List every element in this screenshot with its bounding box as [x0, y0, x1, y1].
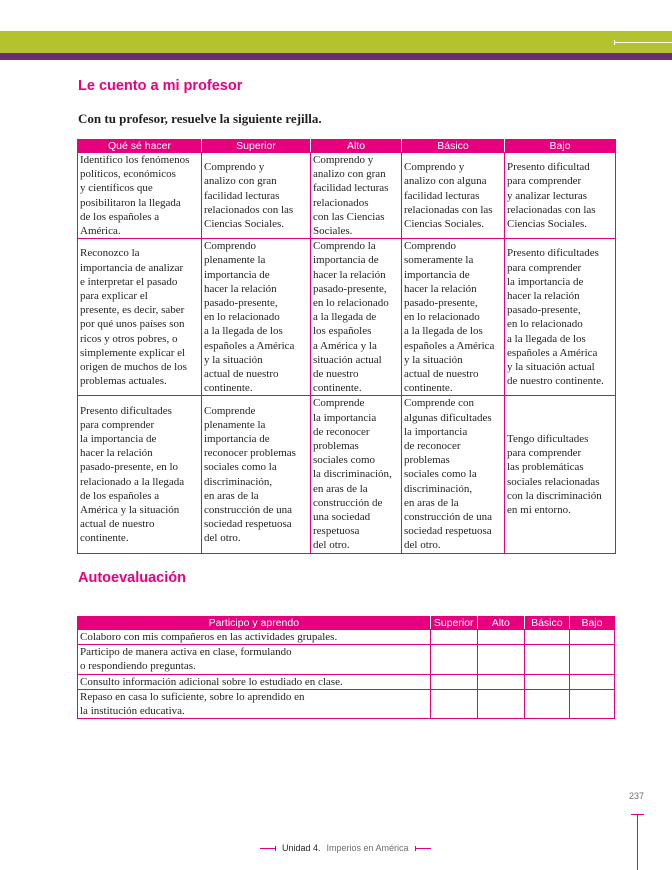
rubric-cell: Tengo dificultades para comprender las problemáticas sociales relacionadas con la discriminación en mi entorno.: [505, 396, 616, 553]
self-evaluation-item: Consulto información adicional sobre lo estudiado en clase.: [78, 674, 431, 689]
header-purple-band: [0, 53, 672, 60]
self-evaluation-header-row: [78, 617, 615, 630]
section-title-autoevaluacion: Autoevaluación: [78, 570, 186, 586]
rubric-cell: Comprendo y analizo con gran facilidad lecturas relacionados con las Ciencias Sociales.: [311, 153, 402, 239]
rubric-row: [78, 153, 616, 239]
rubric-cell: Comprende plenamente la importancia de reconocer problemas sociales como la discriminación, en aras de la construcción de una sociedad respetuosa del otro.: [202, 396, 311, 553]
rubric-row: [78, 239, 616, 396]
rubric-cell: Comprendo someramente la importancia de hacer la relación pasado-presente, en lo relacionado a la llegada de los españoles a América y la situación actual de nuestro continente.: [402, 239, 505, 396]
rating-cell-superior[interactable]: [430, 689, 477, 718]
rating-cell-superior[interactable]: [430, 630, 477, 645]
rating-cell-basico[interactable]: [524, 689, 569, 718]
rubric-table: [77, 139, 616, 554]
footer-unit-label: Unidad 4.: [282, 843, 321, 853]
footer-rule-right: [415, 848, 431, 849]
rating-cell-superior[interactable]: [430, 645, 477, 674]
rubric-cell: Presento dificultades para comprender la importancia de hacer la relación pasado-presente, en lo relacionado a la llegada de los españoles a América y la situación actual de nuestro continente.: [78, 396, 202, 553]
rubric-header-cell: Alto: [311, 140, 402, 153]
rubric-header-cell: Superior: [202, 140, 311, 153]
self-evaluation-row: [78, 689, 615, 718]
footer-unit: [260, 843, 431, 853]
rating-cell-bajo[interactable]: [569, 645, 614, 674]
rubric-cell: Comprende la importancia de reconocer problemas sociales como la discriminación, en aras de la construcción de una sociedad respetuosa del otro.: [311, 396, 402, 553]
instruction-text: Con tu profesor, resuelve la siguiente rejilla.: [78, 111, 322, 126]
footer-unit-title: Imperios en América: [326, 843, 409, 853]
header-tick-line: [614, 42, 672, 43]
rating-cell-alto[interactable]: [477, 689, 524, 718]
rating-cell-basico[interactable]: [524, 674, 569, 689]
self-evaluation-row: [78, 674, 615, 689]
section-title-profesor: Le cuento a mi profesor: [78, 78, 243, 94]
self-evaluation-header-cell: Básico: [524, 617, 569, 630]
rubric-cell: Identifico los fenómenos políticos, económicos y científicos que posibilitaron la llegada de los españoles a América.: [78, 153, 202, 239]
header-green-band: [0, 31, 672, 53]
self-evaluation-header-cell: Participo y aprendo: [78, 617, 431, 630]
self-evaluation-row: [78, 645, 615, 674]
rating-cell-bajo[interactable]: [569, 674, 614, 689]
margin-rule: [637, 814, 638, 870]
self-evaluation-item: Repaso en casa lo suficiente, sobre lo aprendido en la institución educativa.: [78, 689, 431, 718]
rubric-cell: Reconozco la importancia de analizar e interpretar el pasado para explicar el presente, es decir, saber por qué unos países son ricos y otros pobres, o simplemente explicar el origen de muchos de los problemas actuales.: [78, 239, 202, 396]
self-evaluation-table: [77, 616, 615, 719]
rubric-row: [78, 396, 616, 553]
rubric-cell: Comprendo plenamente la importancia de hacer la relación pasado-presente, en lo relacionado a la llegada de los españoles a América y la situación actual de nuestro continente.: [202, 239, 311, 396]
page-number: 237: [629, 791, 645, 801]
rubric-header-cell: Bajo: [505, 140, 616, 153]
rubric-cell: Comprende con algunas dificultades la importancia de reconocer problemas sociales como la discriminación, en aras de la construcción de una sociedad respetuosa del otro.: [402, 396, 505, 553]
rating-cell-alto[interactable]: [477, 630, 524, 645]
rating-cell-bajo[interactable]: [569, 689, 614, 718]
rating-cell-bajo[interactable]: [569, 630, 614, 645]
self-evaluation-item: Participo de manera activa en clase, formulando o respondiendo preguntas.: [78, 645, 431, 674]
rubric-cell: Presento dificultad para comprender y analizar lecturas relacionadas con las Ciencias Sociales.: [505, 153, 616, 239]
rating-cell-basico[interactable]: [524, 645, 569, 674]
self-evaluation-header-cell: Superior: [430, 617, 477, 630]
self-evaluation-header-cell: Alto: [477, 617, 524, 630]
footer-rule-left: [260, 848, 276, 849]
self-evaluation-header-cell: Bajo: [569, 617, 614, 630]
rubric-header-cell: Básico: [402, 140, 505, 153]
rubric-cell: Comprendo y analizo con alguna facilidad lecturas relacionadas con las Ciencias Sociales.: [402, 153, 505, 239]
rubric-cell: Comprendo y analizo con gran facilidad lecturas relacionados con las Ciencias Sociales.: [202, 153, 311, 239]
rating-cell-basico[interactable]: [524, 630, 569, 645]
rating-cell-alto[interactable]: [477, 674, 524, 689]
header-tick-mark: [614, 40, 615, 45]
self-evaluation-row: [78, 630, 615, 645]
rubric-cell: Presento dificultades para comprender la importancia de hacer la relación pasado-presente, en lo relacionado a la llegada de los españoles a América y la situación actual de nuestro continente.: [505, 239, 616, 396]
rubric-header-row: [78, 140, 616, 153]
self-evaluation-item: Colaboro con mis compañeros en las actividades grupales.: [78, 630, 431, 645]
rating-cell-alto[interactable]: [477, 645, 524, 674]
rubric-cell: Comprendo la importancia de hacer la relación pasado-presente, en lo relacionado a la llegada de los españoles a América y la situación actual de nuestro continente.: [311, 239, 402, 396]
rubric-header-cell: Qué sé hacer: [78, 140, 202, 153]
rating-cell-superior[interactable]: [430, 674, 477, 689]
